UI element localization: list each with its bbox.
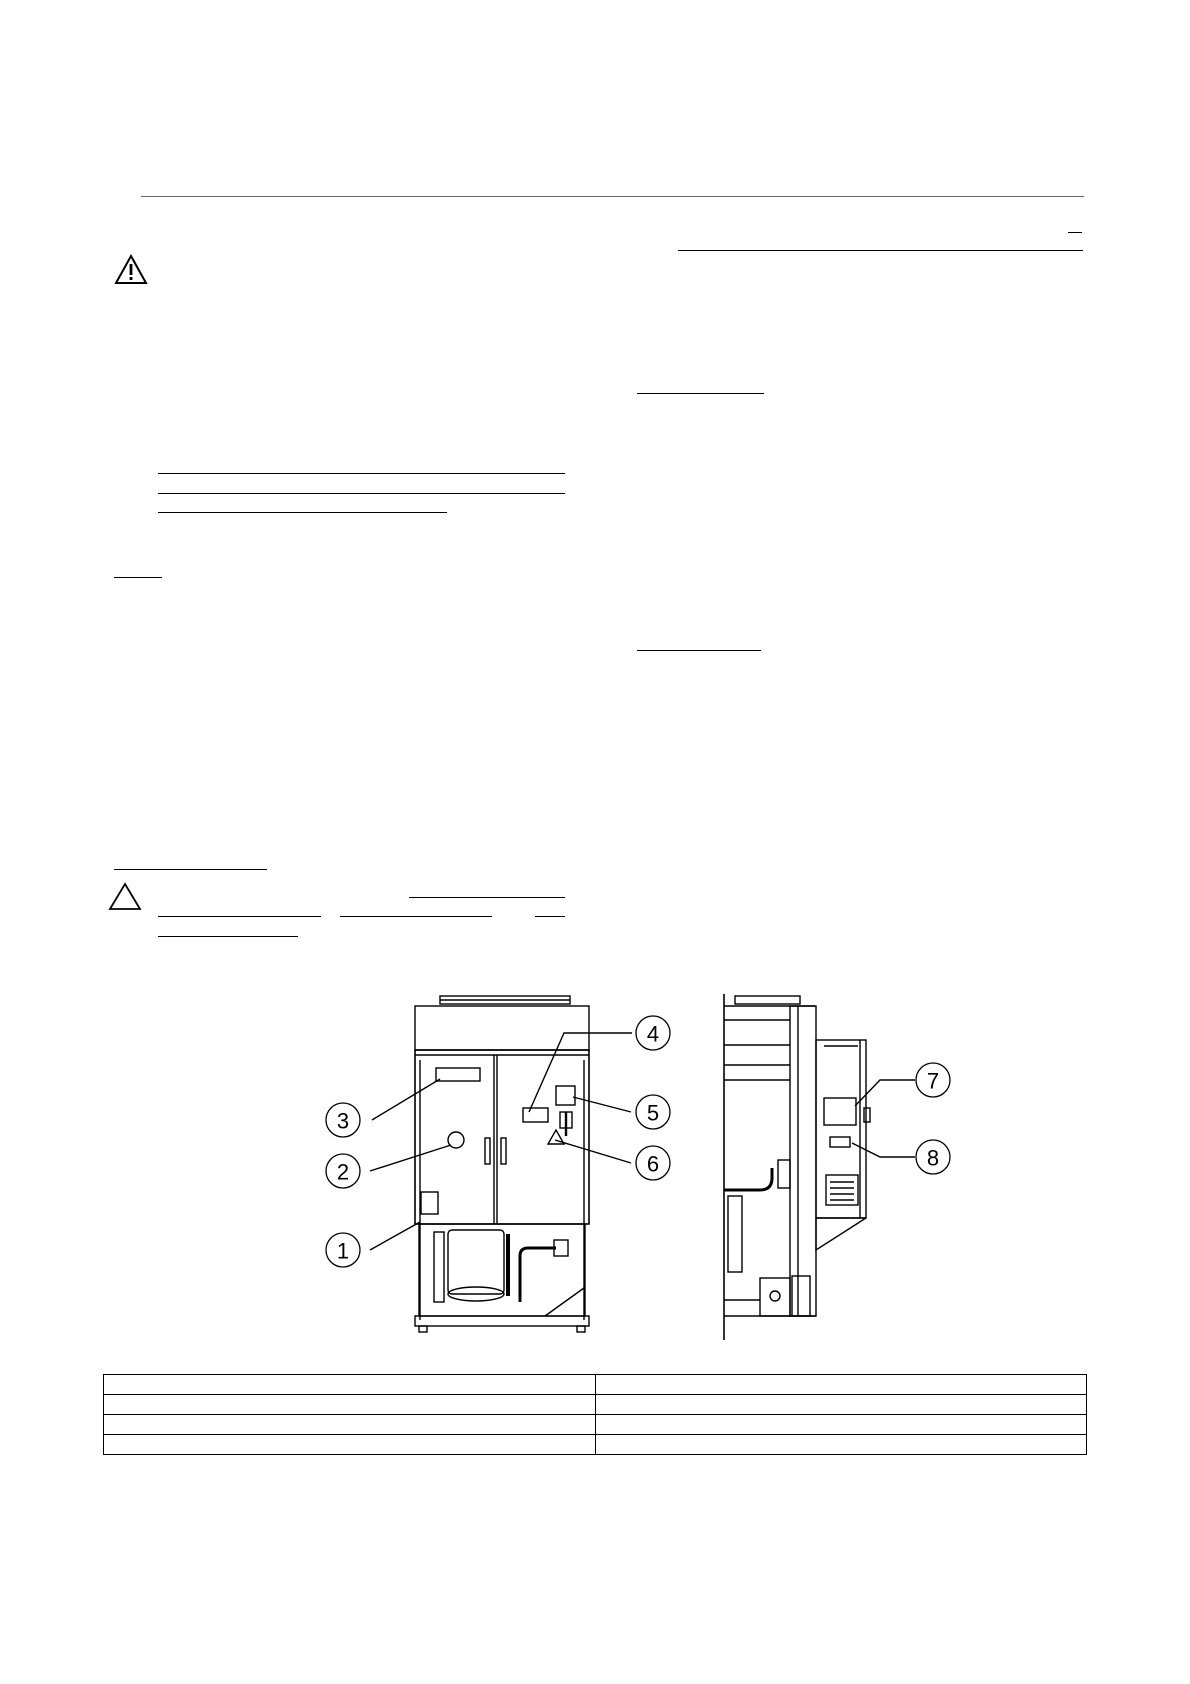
callout-4: 4 (646, 1021, 660, 1047)
table-row (104, 1415, 1087, 1435)
text-underline (535, 916, 565, 917)
text-underline (340, 916, 492, 917)
text-underline (158, 493, 565, 494)
table-cell (104, 1435, 596, 1455)
text-underline (409, 897, 565, 898)
table-cell (595, 1395, 1087, 1415)
table-row (104, 1375, 1087, 1395)
table-cell (104, 1375, 596, 1395)
heading-underline (114, 577, 162, 578)
callout-6: 6 (646, 1151, 660, 1177)
unit-drawing (320, 990, 980, 1350)
warning-icon (114, 254, 148, 286)
callout-5: 5 (646, 1100, 660, 1126)
text-underline (158, 916, 321, 917)
table-cell (104, 1415, 596, 1435)
text-underline (158, 936, 298, 937)
header-rule (141, 196, 1084, 197)
table-row (104, 1435, 1087, 1455)
callout-8: 8 (926, 1145, 940, 1171)
heading-underline (637, 650, 761, 651)
callout-7: 7 (926, 1068, 940, 1094)
heading-underline (114, 869, 267, 870)
table-cell (595, 1415, 1087, 1435)
callout-3: 3 (336, 1108, 350, 1134)
table-cell (595, 1375, 1087, 1395)
legend-table (103, 1374, 1087, 1455)
heading-underline (637, 393, 764, 394)
text-underline (1068, 232, 1082, 233)
table-cell (104, 1395, 596, 1415)
text-underline (158, 473, 565, 474)
text-underline (678, 250, 1083, 251)
caution-icon (108, 882, 142, 912)
table-cell (595, 1435, 1087, 1455)
callout-2: 2 (336, 1159, 350, 1185)
table-row (104, 1395, 1087, 1415)
text-underline (158, 512, 447, 513)
callout-1: 1 (336, 1238, 350, 1264)
